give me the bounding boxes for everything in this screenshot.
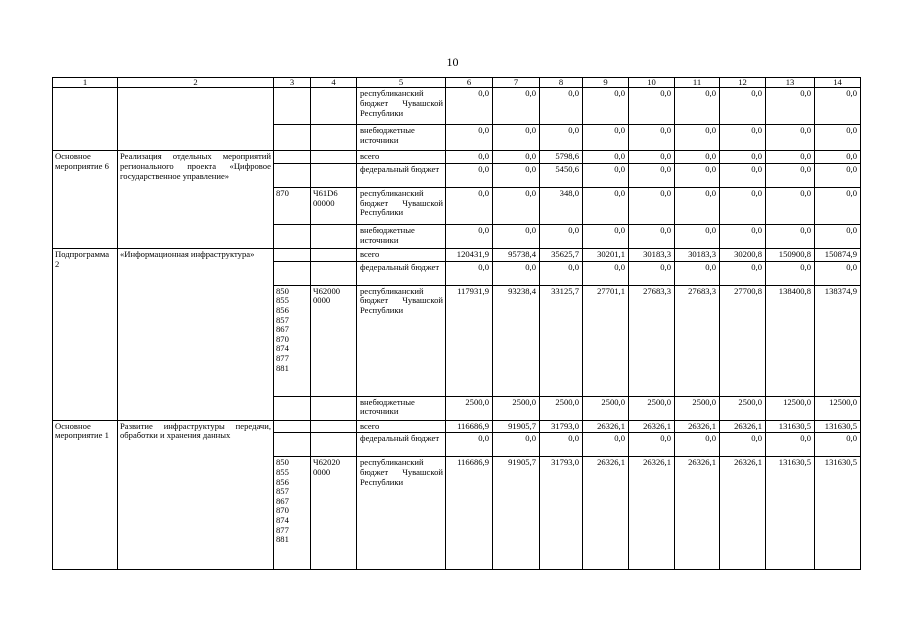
value-cell-14: 138374,9 xyxy=(815,285,861,396)
value-cell-14: 0,0 xyxy=(815,151,861,164)
value-cell-10: 0,0 xyxy=(629,164,675,188)
value-cell-8: 5450,6 xyxy=(540,164,583,188)
column-number-7: 7 xyxy=(493,78,540,88)
agency-codes-cell xyxy=(274,420,311,433)
value-cell-10: 2500,0 xyxy=(629,396,675,420)
value-cell-11: 27683,3 xyxy=(675,285,720,396)
value-cell-7: 2500,0 xyxy=(493,396,540,420)
value-cell-13: 131630,5 xyxy=(766,457,815,570)
funding-source-cell: федеральный бюджет xyxy=(357,261,446,285)
funding-source-cell: республиканский бюджет Чувашской Республики xyxy=(357,88,446,125)
value-cell-9: 0,0 xyxy=(583,88,629,125)
value-cell-8: 35625,7 xyxy=(540,249,583,262)
value-cell-10: 26326,1 xyxy=(629,457,675,570)
value-cell-6: 0,0 xyxy=(446,188,493,225)
value-cell-7: 0,0 xyxy=(493,225,540,249)
value-cell-13: 150900,8 xyxy=(766,249,815,262)
value-cell-12: 0,0 xyxy=(720,261,766,285)
value-cell-9: 27701,1 xyxy=(583,285,629,396)
column-number-12: 12 xyxy=(720,78,766,88)
value-cell-12: 30200,8 xyxy=(720,249,766,262)
value-cell-14: 0,0 xyxy=(815,164,861,188)
value-cell-10: 0,0 xyxy=(629,88,675,125)
agency-codes-cell xyxy=(274,433,311,457)
value-cell-8: 0,0 xyxy=(540,125,583,151)
value-cell-10: 0,0 xyxy=(629,125,675,151)
value-cell-9: 0,0 xyxy=(583,261,629,285)
column-number-11: 11 xyxy=(675,78,720,88)
budget-code-cell xyxy=(311,261,357,285)
program-name-cell: Развитие инфраструктуры передачи, обработки и хранения данных xyxy=(118,420,274,570)
value-cell-7: 95738,4 xyxy=(493,249,540,262)
funding-source-cell: внебюджетные источники xyxy=(357,125,446,151)
value-cell-14: 0,0 xyxy=(815,225,861,249)
budget-code-cell xyxy=(311,396,357,420)
column-number-2: 2 xyxy=(118,78,274,88)
value-cell-8: 31793,0 xyxy=(540,420,583,433)
value-cell-6: 0,0 xyxy=(446,164,493,188)
value-cell-8: 2500,0 xyxy=(540,396,583,420)
value-cell-6: 0,0 xyxy=(446,261,493,285)
value-cell-12: 27700,8 xyxy=(720,285,766,396)
funding-source-cell: федеральный бюджет xyxy=(357,164,446,188)
value-cell-10: 26326,1 xyxy=(629,420,675,433)
budget-code-cell xyxy=(311,433,357,457)
program-name-cell: «Информационная инфраструктура» xyxy=(118,249,274,421)
value-cell-14: 12500,0 xyxy=(815,396,861,420)
value-cell-12: 0,0 xyxy=(720,164,766,188)
value-cell-10: 0,0 xyxy=(629,261,675,285)
table-row xyxy=(53,420,861,433)
value-cell-10: 27683,3 xyxy=(629,285,675,396)
table-body xyxy=(53,78,861,570)
value-cell-7: 0,0 xyxy=(493,88,540,125)
funding-source-cell: республиканский бюджет Чувашской Республики xyxy=(357,457,446,570)
value-cell-11: 2500,0 xyxy=(675,396,720,420)
value-cell-7: 0,0 xyxy=(493,164,540,188)
column-number-3: 3 xyxy=(274,78,311,88)
funding-source-cell: республиканский бюджет Чувашской Республики xyxy=(357,285,446,396)
agency-codes-cell xyxy=(274,151,311,164)
value-cell-12: 26326,1 xyxy=(720,420,766,433)
table-row xyxy=(53,151,861,164)
value-cell-13: 0,0 xyxy=(766,88,815,125)
column-number-13: 13 xyxy=(766,78,815,88)
value-cell-6: 0,0 xyxy=(446,151,493,164)
value-cell-14: 150874,9 xyxy=(815,249,861,262)
value-cell-9: 26326,1 xyxy=(583,420,629,433)
value-cell-9: 30201,1 xyxy=(583,249,629,262)
value-cell-12: 0,0 xyxy=(720,433,766,457)
value-cell-13: 0,0 xyxy=(766,225,815,249)
value-cell-14: 0,0 xyxy=(815,88,861,125)
value-cell-7: 0,0 xyxy=(493,188,540,225)
column-number-6: 6 xyxy=(446,78,493,88)
value-cell-12: 0,0 xyxy=(720,151,766,164)
value-cell-8: 31793,0 xyxy=(540,457,583,570)
budget-code-cell xyxy=(311,164,357,188)
column-number-14: 14 xyxy=(815,78,861,88)
value-cell-14: 0,0 xyxy=(815,433,861,457)
value-cell-6: 0,0 xyxy=(446,433,493,457)
value-cell-9: 26326,1 xyxy=(583,457,629,570)
value-cell-8: 0,0 xyxy=(540,433,583,457)
value-cell-6: 0,0 xyxy=(446,88,493,125)
value-cell-9: 0,0 xyxy=(583,433,629,457)
value-cell-11: 0,0 xyxy=(675,433,720,457)
value-cell-10: 0,0 xyxy=(629,225,675,249)
value-cell-9: 0,0 xyxy=(583,125,629,151)
value-cell-6: 2500,0 xyxy=(446,396,493,420)
funding-source-cell: внебюджетные источники xyxy=(357,225,446,249)
value-cell-6: 117931,9 xyxy=(446,285,493,396)
funding-source-cell: федеральный бюджет xyxy=(357,433,446,457)
value-cell-11: 26326,1 xyxy=(675,420,720,433)
funding-source-cell: республиканский бюджет Чувашской Республики xyxy=(357,188,446,225)
value-cell-13: 0,0 xyxy=(766,164,815,188)
value-cell-9: 0,0 xyxy=(583,225,629,249)
budget-code-cell xyxy=(311,88,357,125)
value-cell-8: 0,0 xyxy=(540,261,583,285)
value-cell-13: 12500,0 xyxy=(766,396,815,420)
value-cell-7: 0,0 xyxy=(493,261,540,285)
value-cell-6: 116686,9 xyxy=(446,457,493,570)
program-name-cell xyxy=(118,88,274,151)
value-cell-14: 131630,5 xyxy=(815,420,861,433)
funding-source-cell: всего xyxy=(357,151,446,164)
column-number-row xyxy=(53,78,861,88)
value-cell-7: 0,0 xyxy=(493,433,540,457)
value-cell-11: 0,0 xyxy=(675,188,720,225)
value-cell-13: 131630,5 xyxy=(766,420,815,433)
table-row xyxy=(53,249,861,262)
value-cell-14: 0,0 xyxy=(815,261,861,285)
agency-codes-cell xyxy=(274,249,311,262)
value-cell-13: 0,0 xyxy=(766,261,815,285)
program-name-cell: Реализация отдельных мероприятий регионального проекта «Цифровое государственное управление» xyxy=(118,151,274,249)
value-cell-9: 0,0 xyxy=(583,151,629,164)
value-cell-11: 0,0 xyxy=(675,164,720,188)
funding-source-cell: всего xyxy=(357,420,446,433)
value-cell-8: 348,0 xyxy=(540,188,583,225)
agency-codes-cell xyxy=(274,88,311,125)
value-cell-11: 30183,3 xyxy=(675,249,720,262)
value-cell-10: 0,0 xyxy=(629,151,675,164)
agency-codes-cell: 850 855 856 857 867 870 874 877 881 xyxy=(274,457,311,570)
budget-code-cell: Ч62020 0000 xyxy=(311,457,357,570)
value-cell-10: 0,0 xyxy=(629,188,675,225)
value-cell-14: 0,0 xyxy=(815,125,861,151)
agency-codes-cell xyxy=(274,396,311,420)
program-status-cell: Основное мероприятие 6 xyxy=(53,151,118,249)
value-cell-7: 91905,7 xyxy=(493,457,540,570)
value-cell-11: 0,0 xyxy=(675,261,720,285)
value-cell-6: 116686,9 xyxy=(446,420,493,433)
table-row xyxy=(53,88,861,125)
value-cell-10: 30183,3 xyxy=(629,249,675,262)
funding-source-cell: всего xyxy=(357,249,446,262)
value-cell-12: 26326,1 xyxy=(720,457,766,570)
column-number-9: 9 xyxy=(583,78,629,88)
agency-codes-cell: 870 xyxy=(274,188,311,225)
value-cell-11: 26326,1 xyxy=(675,457,720,570)
value-cell-8: 33125,7 xyxy=(540,285,583,396)
value-cell-14: 0,0 xyxy=(815,188,861,225)
budget-code-cell xyxy=(311,151,357,164)
column-number-5: 5 xyxy=(357,78,446,88)
value-cell-11: 0,0 xyxy=(675,88,720,125)
agency-codes-cell: 850 855 856 857 867 870 874 877 881 xyxy=(274,285,311,396)
value-cell-11: 0,0 xyxy=(675,151,720,164)
agency-codes-cell xyxy=(274,225,311,249)
value-cell-8: 5798,6 xyxy=(540,151,583,164)
value-cell-9: 2500,0 xyxy=(583,396,629,420)
value-cell-13: 0,0 xyxy=(766,151,815,164)
agency-codes-cell xyxy=(274,261,311,285)
column-number-10: 10 xyxy=(629,78,675,88)
value-cell-8: 0,0 xyxy=(540,225,583,249)
value-cell-11: 0,0 xyxy=(675,125,720,151)
value-cell-12: 2500,0 xyxy=(720,396,766,420)
program-status-cell: Подпрограмма 2 xyxy=(53,249,118,421)
value-cell-12: 0,0 xyxy=(720,125,766,151)
value-cell-12: 0,0 xyxy=(720,188,766,225)
value-cell-13: 0,0 xyxy=(766,433,815,457)
value-cell-6: 0,0 xyxy=(446,125,493,151)
value-cell-7: 91905,7 xyxy=(493,420,540,433)
budget-code-cell: Ч61D6 00000 xyxy=(311,188,357,225)
funding-source-cell: внебюджетные источники xyxy=(357,396,446,420)
value-cell-12: 0,0 xyxy=(720,225,766,249)
page-number: 10 xyxy=(446,55,459,69)
budget-code-cell: Ч62000 0000 xyxy=(311,285,357,396)
value-cell-11: 0,0 xyxy=(675,225,720,249)
program-status-cell xyxy=(53,88,118,151)
value-cell-12: 0,0 xyxy=(720,88,766,125)
value-cell-14: 131630,5 xyxy=(815,457,861,570)
value-cell-6: 120431,9 xyxy=(446,249,493,262)
value-cell-9: 0,0 xyxy=(583,164,629,188)
value-cell-7: 0,0 xyxy=(493,125,540,151)
agency-codes-cell xyxy=(274,125,311,151)
value-cell-6: 0,0 xyxy=(446,225,493,249)
column-number-8: 8 xyxy=(540,78,583,88)
agency-codes-cell xyxy=(274,164,311,188)
budget-code-cell xyxy=(311,225,357,249)
value-cell-7: 0,0 xyxy=(493,151,540,164)
budget-table xyxy=(52,77,861,570)
budget-code-cell xyxy=(311,249,357,262)
value-cell-13: 138400,8 xyxy=(766,285,815,396)
value-cell-9: 0,0 xyxy=(583,188,629,225)
value-cell-13: 0,0 xyxy=(766,125,815,151)
value-cell-7: 93238,4 xyxy=(493,285,540,396)
column-number-4: 4 xyxy=(311,78,357,88)
value-cell-8: 0,0 xyxy=(540,88,583,125)
value-cell-13: 0,0 xyxy=(766,188,815,225)
budget-code-cell xyxy=(311,125,357,151)
value-cell-10: 0,0 xyxy=(629,433,675,457)
budget-code-cell xyxy=(311,420,357,433)
program-status-cell: Основное мероприятие 1 xyxy=(53,420,118,570)
column-number-1: 1 xyxy=(53,78,118,88)
